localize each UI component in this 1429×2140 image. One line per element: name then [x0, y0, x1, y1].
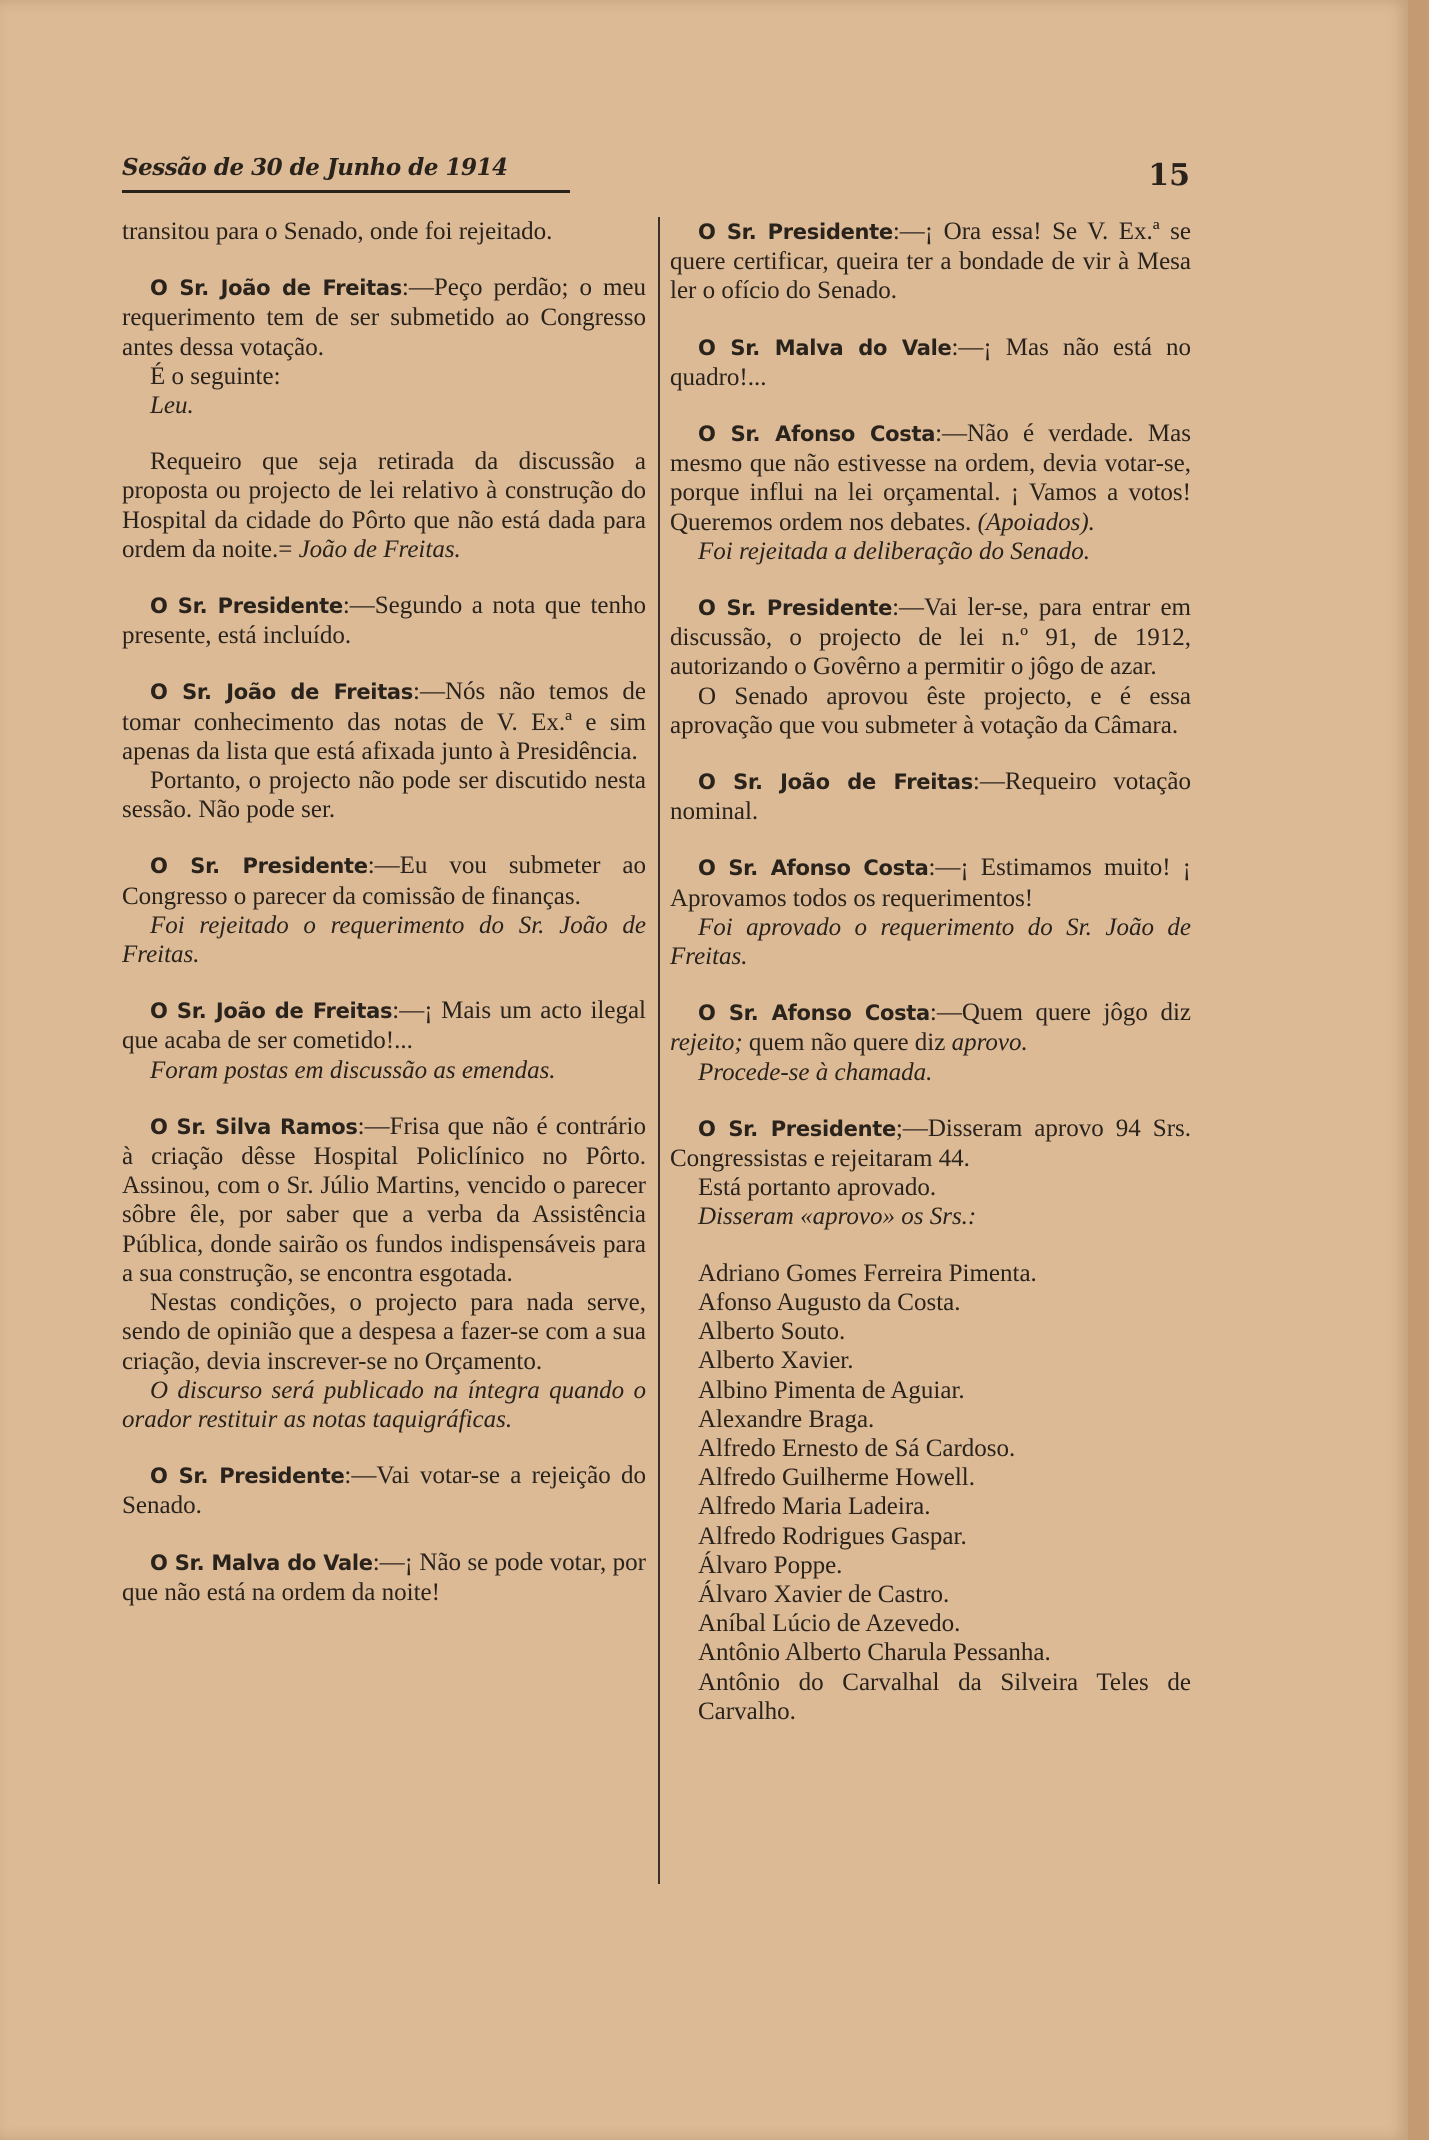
- stage-direction: Foi rejeitada a deliberação do Senado.: [698, 537, 1091, 565]
- speech-text: :—¡ Estimamos muito! ¡ Aprovamos todos os requerimentos!: [670, 854, 1191, 912]
- left-column: [122, 217, 646, 1607]
- speech-text: :—Eu vou submeter ao Congresso o parecer da comissão de finanças.: [122, 852, 646, 910]
- speaker: O Sr. Presidente: [150, 1464, 345, 1489]
- speaker: O Sr. Afonso Costa: [698, 856, 929, 881]
- speaker: O Sr. Silva Ramos: [150, 1114, 358, 1139]
- list-item: Alfredo Guilherme Howell.: [698, 1464, 976, 1492]
- speech: [670, 853, 1191, 912]
- speech: [122, 1548, 646, 1607]
- speaker: O Sr. Malva do Vale: [698, 335, 952, 360]
- paragraph: Portanto, o projecto não pode ser discutido nesta sessão. Não pode ser.: [122, 767, 646, 824]
- speech: [670, 333, 1191, 392]
- list-item: Antônio do Carvalhal da Silveira Teles de Carvalho.: [698, 1668, 1191, 1725]
- speech: [670, 1114, 1191, 1173]
- paragraph: transitou para o Senado, onde foi rejeitado.: [122, 218, 553, 245]
- list-item: Álvaro Xavier de Castro.: [698, 1580, 950, 1608]
- speaker: O Sr. João de Freitas: [150, 999, 393, 1024]
- list-item: Antônio Alberto Charula Pessanha.: [698, 1639, 1051, 1667]
- speaker: O Sr. Presidente: [698, 220, 893, 244]
- speaker: O Sr. Malva do Vale: [150, 1550, 373, 1575]
- name-list: [670, 1259, 1191, 1726]
- running-head: Sessão de 30 de Junho de 1914: [122, 154, 508, 181]
- motion-text: [122, 447, 646, 564]
- speech-text: :—¡ Ora essa! Se V. Ex.ª se quere certificar, queira ter a bondade de vir à Mesa ler o ofício do Senado.: [670, 218, 1191, 305]
- speech: [122, 1112, 646, 1288]
- speech-text: :—Requeiro votação nominal.: [670, 768, 1191, 826]
- speech: [122, 1461, 646, 1520]
- paragraph: O Senado aprovou êste projecto, e é essa aprovação que vou submeter à votação da Câmara.: [670, 682, 1191, 739]
- speech: [122, 273, 646, 362]
- speech-text: :—Vai ler-se, para entrar em discussão, o projecto de lei n.º 91, de 1912, autorizando o Govêrno a permitir o jôgo de azar.: [670, 594, 1191, 681]
- paragraph: É o seguinte:: [150, 362, 281, 390]
- speaker: O Sr. Presidente: [150, 594, 343, 619]
- speaker: O Sr. Afonso Costa: [698, 1001, 930, 1026]
- speech-text: :—Não é verdade. Mas mesmo que não estivesse na ordem, devia votar-se, porque influi na lei orçamental. ¡ Vamos a votos! Queremos ordem nos debates.: [670, 420, 1191, 536]
- speech-text: :—Nós não temos de tomar conhecimento das notas de V. Ex.ª e sim apenas da lista que está afixada junto à Presidência.: [122, 678, 646, 765]
- stage-direction: Foi rejeitado o requerimento do Sr. João de Freitas.: [122, 911, 646, 969]
- speech: [122, 591, 646, 650]
- motion-body: Requeiro que seja retirada da discussão a proposta ou projecto de lei relativo à construção do Hospital da cidade do Pôrto que não está dada para ordem da noite.=: [122, 448, 646, 563]
- speech-text: :—Segundo a nota que tenho presente, está incluído.: [122, 592, 646, 650]
- speaker: O Sr. João de Freitas: [698, 770, 973, 795]
- speech-text: :—Frisa que não é contrário à criação dêsse Hospital Policlínico no Pôrto. Assinou, com o Sr. Júlio Martins, vencido o parecer sôbre êle, por saber que a verba da Assistência Pública, donde sairão os fundos indispensáveis para a sua construção, se encontra esgotada.: [122, 1112, 647, 1287]
- list-item: Alfredo Ernesto de Sá Cardoso.: [698, 1434, 1016, 1462]
- speech: [670, 217, 1191, 306]
- stage-direction: Disseram «aprovo» os Srs.:: [698, 1203, 977, 1231]
- list-item: Adriano Gomes Ferreira Pimenta.: [698, 1259, 1037, 1287]
- list-item: Alberto Souto.: [698, 1318, 846, 1346]
- speech-text: :—¡ Não se pode votar, por que não está na ordem da noite!: [122, 1548, 646, 1606]
- stage-direction: Foi aprovado o requerimento do Sr. João de Freitas.: [670, 913, 1191, 971]
- list-item: Alexandre Braga.: [698, 1405, 875, 1433]
- list-item: Alberto Xavier.: [698, 1347, 854, 1375]
- reaction: (Apoiados).: [977, 508, 1095, 536]
- speaker: O Sr. Presidente: [150, 854, 368, 879]
- speech: [670, 998, 1191, 1057]
- list-item: Aníbal Lúcio de Azevedo.: [698, 1610, 961, 1638]
- list-item: Albino Pimenta de Aguiar.: [698, 1376, 965, 1404]
- list-item: Afonso Augusto da Costa.: [698, 1288, 961, 1316]
- page-number: 15: [1148, 158, 1190, 193]
- page-header: [122, 150, 1190, 196]
- speaker: O Sr. Presidente: [698, 1116, 896, 1141]
- right-column: [670, 217, 1191, 1726]
- speech: [122, 851, 646, 910]
- paragraph: Está portanto aprovado.: [698, 1174, 937, 1202]
- speech-italic: rejeito;: [670, 1029, 743, 1057]
- speech-text: ;—Disseram aprovo 94 Srs. Congressistas e rejeitaram 44.: [670, 1114, 1191, 1173]
- stage-direction: O discurso será publicado na íntegra quando o orador restituir as notas taquigráficas.: [122, 1376, 646, 1433]
- stage-direction: Procede-se à chamada.: [698, 1058, 933, 1086]
- column-divider: [658, 217, 660, 1884]
- stage-direction: Foram postas em discussão as emendas.: [150, 1056, 556, 1084]
- paragraph: Nestas condições, o projecto para nada serve, sendo de opinião que a despesa a fazer-se com a sua criação, devia inscrever-se no Orçamento.: [122, 1289, 646, 1375]
- speech: [122, 677, 646, 766]
- speech: [670, 767, 1191, 826]
- speech-text: :—¡ Mais um acto ilegal que acaba de ser cometido!...: [122, 997, 646, 1055]
- list-item: Álvaro Poppe.: [698, 1551, 843, 1579]
- speaker: O Sr. Afonso Costa: [698, 422, 936, 447]
- speech-text: quem não quere diz: [742, 1029, 952, 1057]
- motion-signature: João de Freitas.: [298, 535, 461, 563]
- header-rule: [122, 190, 570, 193]
- speech-text: :—¡ Mas não está no quadro!...: [670, 333, 1191, 391]
- speech-text: :—Peço perdão; o meu requerimento tem de ser submetido ao Congresso antes dessa votação.: [122, 274, 646, 361]
- page-edge: [1408, 0, 1429, 2140]
- speech: [670, 419, 1191, 537]
- list-item: Alfredo Maria Ladeira.: [698, 1493, 931, 1521]
- speaker: O Sr. João de Freitas: [150, 276, 402, 301]
- stage-direction: Leu.: [150, 392, 194, 420]
- speech-text: :—Vai votar-se a rejeição do Senado.: [122, 1462, 646, 1520]
- speech: [670, 593, 1191, 682]
- list-item: Alfredo Rodrigues Gaspar.: [698, 1522, 967, 1550]
- speech-text: :—Quem quere jôgo diz: [929, 999, 1191, 1027]
- speaker: O Sr. João de Freitas: [150, 680, 414, 705]
- speech: [122, 996, 646, 1055]
- speech-italic: aprovo.: [951, 1029, 1028, 1057]
- speaker: O Sr. Presidente: [698, 596, 893, 621]
